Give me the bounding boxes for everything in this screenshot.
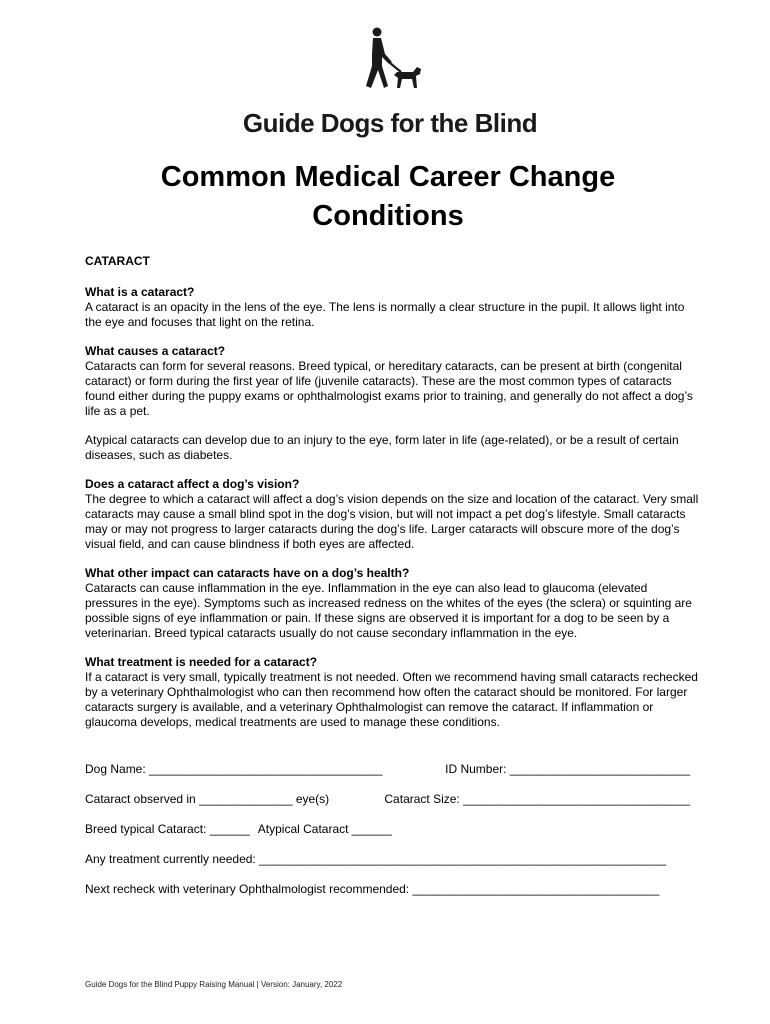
breed-typical-field[interactable]: Breed typical Cataract: ______ xyxy=(85,822,250,836)
faq-answer: If a cataract is very small, typically treatment is not needed. Often we recommend having small cataracts rechecked by a veterinary Ophthalmologist who can then recommend how often the cataract should be monitored. For larger cataracts surgery is available, and a veterinary Ophthalmologist can remove the cataract. If inflammation or glaucoma develops, medical treatments are used to manage these conditions. xyxy=(85,670,698,729)
person-with-guide-dog-icon xyxy=(355,26,425,96)
organization-name: Guide Dogs for the Blind xyxy=(242,108,538,138)
faq-answer: Cataracts can cause inflammation in the eye. Inflammation in the eye can also lead to glaucoma (elevated pressures in the eye). Symptoms such as increased redness on the whites of the eyes (the sclera) or squinting are possible signs of eye inflammation or pain. If these signs are observed it is important for a dog to be seen by a veterinarian. Breed typical cataracts usually do not cause secondary inflammation in the eye. xyxy=(85,581,692,640)
atypical-field[interactable]: Atypical Cataract ______ xyxy=(257,822,392,836)
form-row xyxy=(85,790,690,820)
faq-question: What is a cataract? xyxy=(85,285,195,299)
cataract-size-field[interactable]: Cataract Size: __________________________________ xyxy=(384,792,690,806)
section-heading: CATARACT xyxy=(85,254,150,268)
form-row xyxy=(85,850,690,880)
faq-answer: A cataract is an opacity in the lens of the eye. The lens is normally a clear structure in the pupil. It allows light into the eye and focuses that light on the retina. xyxy=(85,300,685,329)
faq-block xyxy=(85,655,700,730)
treatment-field[interactable]: Any treatment currently needed: _____________________________________________________________ xyxy=(85,852,667,866)
faq-block xyxy=(85,344,700,463)
title-line-2: Conditions xyxy=(312,200,464,232)
page-title xyxy=(0,158,770,236)
faq-question: What causes a cataract? xyxy=(85,344,226,358)
title-line-1: Common Medical Career Change xyxy=(160,161,616,193)
recheck-field[interactable]: Next recheck with veterinary Ophthalmologist recommended: _____________________________________ xyxy=(85,882,660,896)
faq-answer: Cataracts can form for several reasons. Breed typical, or hereditary cataracts, can be present at birth (congenital cataract) or form during the first year of life (juvenile cataracts). These are the most common types of cataracts found either during the puppy exams or ophthalmologist exams prior to training, and generally do not affect a dog’s life as a pet. xyxy=(85,359,693,418)
form-row xyxy=(85,760,690,790)
faq-block xyxy=(85,285,700,330)
faq-answer: Atypical cataracts can develop due to an injury to the eye, form later in life (age-related), or be a result of certain diseases, such as diabetes. xyxy=(85,433,679,462)
faq-question: What other impact can cataracts have on a dog’s health? xyxy=(85,566,410,580)
faq-block xyxy=(85,566,700,641)
page-footer: Guide Dogs for the Blind Puppy Raising Manual | Version: January, 2022 xyxy=(85,980,343,989)
cataract-observed-field[interactable]: Cataract observed in ______________ eye(s) xyxy=(85,792,330,806)
record-form xyxy=(85,760,690,910)
form-row xyxy=(85,880,690,910)
form-row xyxy=(85,820,690,850)
dog-name-field[interactable]: Dog Name: ___________________________________ xyxy=(85,762,383,776)
id-number-field[interactable]: ID Number: ___________________________ xyxy=(445,762,690,776)
document-body xyxy=(85,254,700,744)
faq-block xyxy=(85,477,700,552)
faq-answer: The degree to which a cataract will affect a dog’s vision depends on the size and location of the cataract. Very small cataracts may cause a small blind spot in the dog’s vision, but will not impact a pet dog’s lifestyle. Small cataracts may or may not progress to larger cataracts during the dog’s life. Larger cataracts will obscure more of the dog’s visual field, and can cause blindness if both eyes are affected. xyxy=(85,492,699,551)
faq-question: Does a cataract affect a dog’s vision? xyxy=(85,477,300,491)
faq-question: What treatment is needed for a cataract? xyxy=(85,655,318,669)
